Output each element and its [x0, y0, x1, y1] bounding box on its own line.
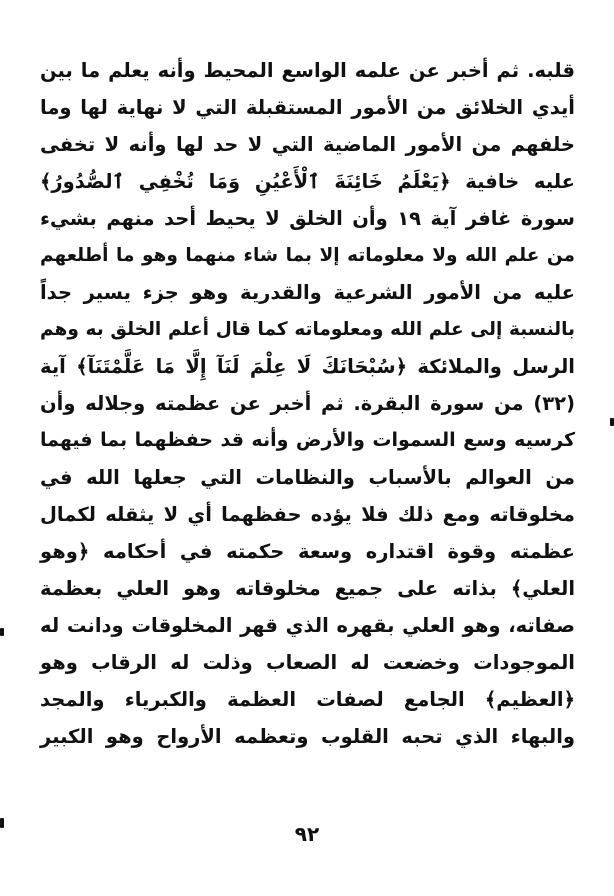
text-line: قلبه. ثم أخبر عن علمه الواسع المحيط وأنه يعلم ما بين	[40, 59, 575, 82]
text-line: بالنسبة إلى علم الله ومعلوماته كما قال أعلم الخلق به وهم	[40, 319, 575, 340]
body-text	[40, 52, 575, 755]
scan-edge-mark	[0, 628, 4, 636]
text-line: من العوالم بالأسباب والنظامات التي جعلها الله في	[40, 466, 575, 489]
text-line: عظمته وقوة اقتداره وسعة حكمته في أحكامه ﴿وهو	[40, 540, 575, 563]
text-line: خلفهم من الأمور الماضية التي لا حد لها وأنه لا تخفى	[40, 133, 575, 156]
text-line: والبهاء الذي تحبه القلوب وتعظمه الأرواح وهو الكبير	[40, 725, 575, 748]
text-line-quran-verse: عليه خافية ﴿يَعْلَمُ خَائِنَةَ ٱلْأَعْيُنِ وَمَا تُخْفِي ٱلصُّدُورُ﴾	[40, 170, 575, 193]
text-line: الموجودات وخضعت له الصعاب وذلت له الرقاب وهو	[40, 651, 575, 674]
text-line: من علم الله ولا معلوماته إلا بما شاء منهما وهو ما أطلعهم	[40, 245, 575, 266]
text-line: كرسيه وسع السموات والأرض وأنه قد حفظهما بما فيهما	[40, 429, 575, 451]
text-line: مخلوقاته ومع ذلك فلا يؤده حفظهما أي لا يثقله لكمال	[40, 503, 575, 526]
scan-edge-mark	[0, 818, 4, 828]
text-line: العلي﴾ بذاته على جميع مخلوقاته وهو العلي بعظمة	[40, 577, 575, 600]
text-line: عليه من الأمور الشرعية والقدرية وهو جزء يسير جداً	[40, 281, 575, 304]
text-line: (٣٢) من سورة البقرة. ثم أخبر عن عظمته وجلاله وأن	[40, 392, 575, 415]
text-line: سورة غافر آية ١٩ وأن الخلق لا يحيط أحد منهم بشيء	[40, 207, 575, 230]
text-line: صفاته، وهو العلي بقهره الذي قهر المخلوقات ودانت له	[40, 614, 575, 637]
text-line: أيدي الخلائق من الأمور المستقبلة التي لا نهاية لها وما	[40, 96, 575, 119]
text-line-quran-verse: الرسل والملائكة ﴿سُبْحَانَكَ لَا عِلْمَ لَنَآ إِلَّا مَا عَلَّمْتَنَآ﴾ آية	[40, 355, 575, 378]
text-line: ﴿العظيم﴾ الجامع لصفات العظمة والكبرياء والمجد	[40, 688, 575, 711]
page-number: ٩٢	[294, 822, 320, 846]
scan-edge-mark	[610, 418, 614, 426]
